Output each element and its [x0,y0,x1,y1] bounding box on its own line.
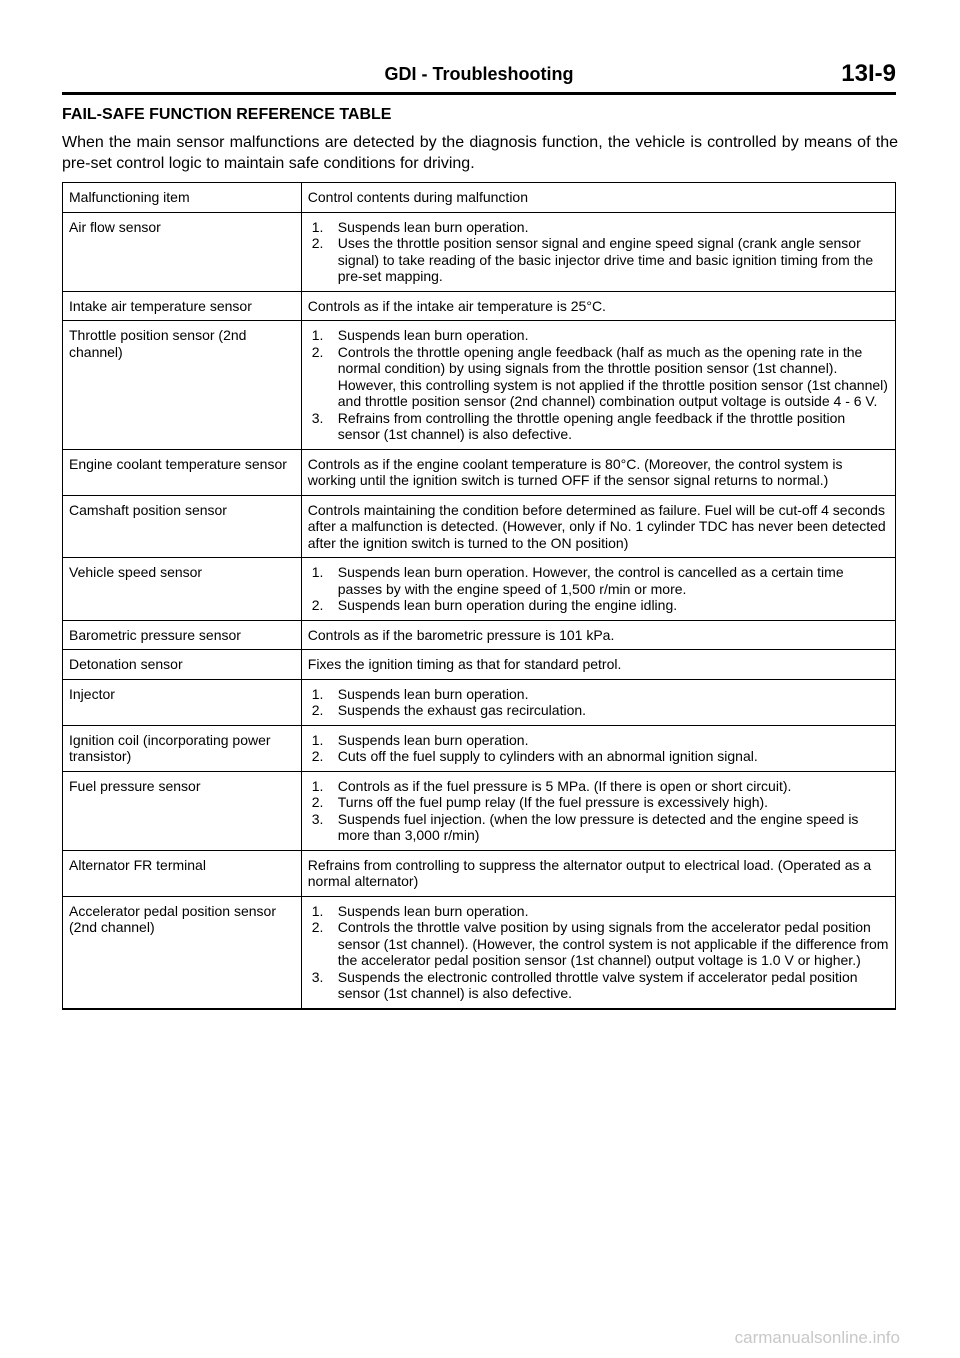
control-contents-cell: Controls maintaining the condition before determined as failure. Fuel will be cut-off 4 seconds after a malfunction is detected. (However, only if No. 1 cylinder TDC has never been detected after the ignition switch is turned to the ON position) [301,495,895,558]
control-step [308,344,889,410]
table-row [63,679,896,725]
step-number: 2. [311,919,324,935]
table-row [63,449,896,495]
step-text: Cuts off the fuel supply to cylinders with an abnormal ignition signal. [337,748,758,764]
step-text: Suspends lean burn operation. [337,327,529,343]
step-text: Controls the throttle opening angle feedback (half as much as the opening rate in the normal condition) by using signals from the throttle position sensor (1st channel). However, this controlling system is not applied if the throttle position sensor (1st channel) and throttle position sensor (2nd channel) combination output voltage is outside 4 - 6 V. [337,343,888,409]
step-text: Suspends lean burn operation. [337,731,529,748]
step-number: 1. [311,777,324,794]
step-text: Refrains from controlling the throttle opening angle feedback if the throttle position sensor (1st channel) is also defective. [337,409,846,442]
control-step [308,235,889,285]
control-step [308,903,889,920]
step-number: 2. [311,702,324,718]
step-number: 2. [311,343,324,360]
step-number: 3. [311,409,324,426]
control-contents-cell: Controls as if the barometric pressure is 101 kPa. [301,620,895,650]
step-text: Controls the throttle valve position by using signals from the accelerator pedal position sensor (1st channel). (However, the control system is not applicable if the difference from the accelerator pedal position sensor (1st channel) output voltage is 1.0 V or higher.) [337,919,889,968]
control-step [308,219,889,236]
step-text: Suspends fuel injection. (when the low pressure is detected and the engine speed is more than 3,000 r/min) [337,810,859,843]
fail-safe-table [62,182,896,1010]
step-number: 1. [311,731,324,748]
control-steps-list [308,564,889,614]
step-text: Suspends the electronic controlled throttle valve system if accelerator pedal position sensor (1st channel) is also defective. [337,968,858,1001]
table-row [63,558,896,621]
control-step [308,564,889,597]
page-title: GDI - Troubleshooting [384,64,574,84]
control-contents-cell [301,896,895,1009]
malfunction-item-cell: Injector [63,679,302,725]
malfunction-item-cell: Throttle position sensor (2nd channel) [63,321,302,450]
page-number: 13I-9 [841,60,896,87]
control-step [308,702,889,719]
intro-paragraph: When the main sensor malfunctions are detected by the diagnosis function, the vehicle is controlled by means of the pre-set control logic to maintain safe conditions for driving. [62,134,898,172]
control-step [308,748,889,765]
control-steps-list [308,732,889,765]
step-number: 2. [311,597,324,613]
step-number: 1. [311,218,324,235]
control-step [308,327,889,344]
control-contents-cell: Fixes the ignition timing as that for standard petrol. [301,650,895,680]
table-row [63,650,896,680]
step-number: 1. [311,564,324,580]
control-steps-list [308,778,889,844]
malfunction-item-cell: Detonation sensor [63,650,302,680]
column-header-control: Control contents during malfunction [301,183,895,213]
control-contents-cell [301,558,895,621]
step-number: 1. [311,685,324,702]
malfunction-item-cell: Accelerator pedal position sensor (2nd channel) [63,896,302,1009]
step-number: 2. [311,794,324,810]
control-contents-cell: Refrains from controlling to suppress the alternator output to electrical load. (Operated as a normal alternator) [301,850,895,896]
step-number: 1. [311,327,324,343]
malfunction-item-cell: Ignition coil (incorporating power transistor) [63,725,302,771]
control-step [308,794,889,811]
step-text: Suspends the exhaust gas recirculation. [337,702,587,718]
control-step [308,410,889,443]
step-text: Controls as if the fuel pressure is 5 MPa. (If there is open or short circuit). [337,777,792,794]
table-row [63,212,896,291]
column-header-item: Malfunctioning item [63,183,302,213]
control-contents-cell: Controls as if the engine coolant temperature is 80°C. (Moreover, the control system is working until the ignition switch is turned OFF if the sensor signal returns to normal.) [301,449,895,495]
control-contents-cell [301,771,895,850]
page-header [62,60,896,95]
control-contents-cell [301,321,895,450]
malfunction-item-cell: Vehicle speed sensor [63,558,302,621]
table-row [63,896,896,1009]
table-row [63,620,896,650]
section-title: FAIL-SAFE FUNCTION REFERENCE TABLE [62,106,392,123]
table-row [63,291,896,321]
step-number: 2. [311,235,324,251]
control-step [308,919,889,969]
step-text: Suspends lean burn operation. [337,902,529,919]
step-text: Uses the throttle position sensor signal and engine speed signal (crank angle sensor signal) to take reading of the basic injector drive time and basic ignition timing from the pre-set mapping. [337,235,874,284]
control-contents-cell [301,679,895,725]
table-row [63,495,896,558]
control-steps-list [308,327,889,443]
table-row [63,771,896,850]
control-steps-list [308,219,889,285]
malfunction-item-cell: Air flow sensor [63,212,302,291]
step-number: 3. [311,968,324,985]
control-step [308,686,889,703]
step-number: 1. [311,902,324,919]
control-step [308,778,889,795]
control-step [308,969,889,1002]
control-step [308,732,889,749]
step-number: 2. [311,748,324,764]
table-row [63,725,896,771]
control-contents-cell [301,212,895,291]
malfunction-item-cell: Barometric pressure sensor [63,620,302,650]
control-steps-list [308,903,889,1002]
control-step [308,597,889,614]
step-text: Turns off the fuel pump relay (If the fuel pressure is excessively high). [337,794,769,810]
malfunction-item-cell: Fuel pressure sensor [63,771,302,850]
table-row [63,321,896,450]
malfunction-item-cell: Engine coolant temperature sensor [63,449,302,495]
table-header-row [63,183,896,213]
step-text: Suspends lean burn operation. [337,685,529,702]
step-text: Suspends lean burn operation. [337,218,529,235]
malfunction-item-cell: Camshaft position sensor [63,495,302,558]
table-row [63,850,896,896]
step-text: Suspends lean burn operation during the engine idling. [337,597,678,613]
watermark: carmanualsonline.info [734,1328,900,1347]
control-step [308,811,889,844]
malfunction-item-cell: Alternator FR terminal [63,850,302,896]
control-steps-list [308,686,889,719]
control-contents-cell [301,725,895,771]
step-text: Suspends lean burn operation. However, the control is cancelled as a certain time passes by with the engine speed of 1,500 r/min or more. [337,564,844,597]
control-contents-cell: Controls as if the intake air temperature is 25°C. [301,291,895,321]
malfunction-item-cell: Intake air temperature sensor [63,291,302,321]
step-number: 3. [311,810,324,827]
